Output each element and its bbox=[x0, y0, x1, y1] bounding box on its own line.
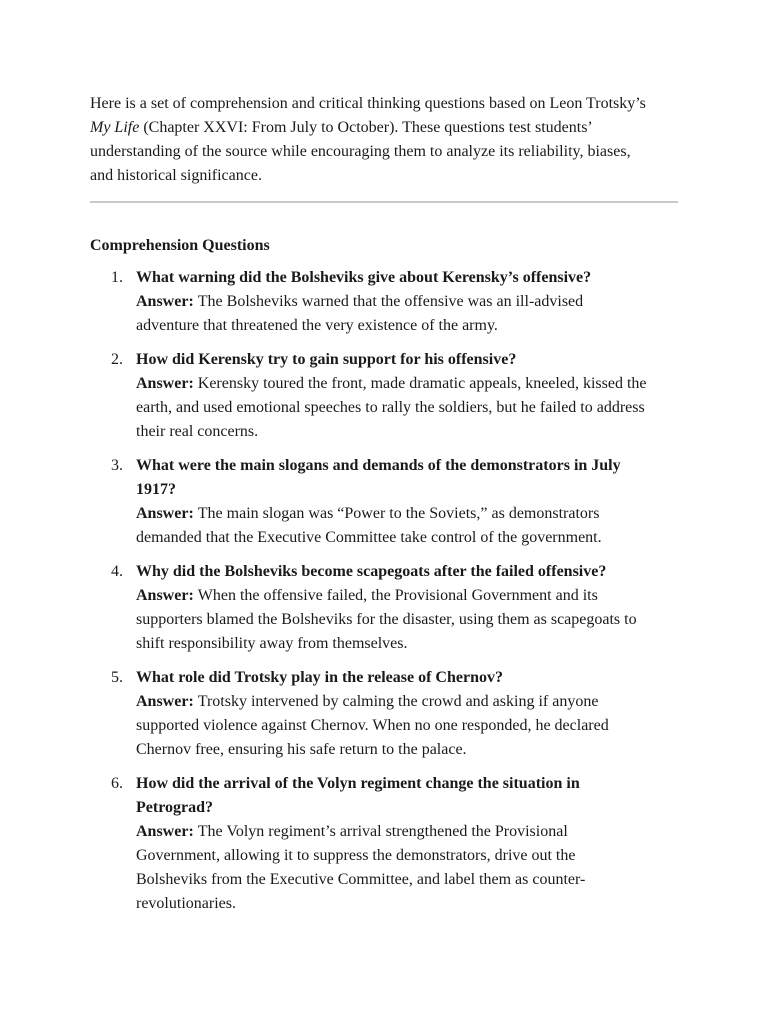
answer-text: The main slogan was “Power to the Soviets,” as demonstrators demanded that the Executive Committee take control of the government. bbox=[136, 505, 602, 546]
intro-text-after: (Chapter XXVI: From July to October). These questions test students’ understanding of the source while encouraging them to analyze its reliability, biases, and historical significance. bbox=[90, 119, 631, 184]
section-heading: Comprehension Questions bbox=[90, 237, 270, 254]
question-number: 2. bbox=[111, 351, 123, 368]
question-number: 6. bbox=[111, 775, 123, 792]
question-text: How did Kerensky try to gain support for his offensive? bbox=[136, 351, 517, 368]
horizontal-divider bbox=[90, 201, 678, 203]
answer-text: The Bolsheviks warned that the offensive was an ill-advised adventure that threatened the very existence of the army. bbox=[136, 293, 584, 334]
question-text: What warning did the Bolsheviks give about Kerensky’s offensive? bbox=[136, 269, 592, 286]
answer-text: The Volyn regiment’s arrival strengthened the Provisional Government, allowing it to suppress the demonstrators, drive out the Bolsheviks from the Executive Committee, and label them as counter-revolutionaries. bbox=[136, 823, 586, 912]
answer-label: Answer: bbox=[136, 293, 198, 310]
question-text: How did the arrival of the Volyn regiment change the situation in Petrograd? bbox=[136, 775, 580, 816]
question-number: 1. bbox=[111, 269, 123, 286]
answer-text: Kerensky toured the front, made dramatic appeals, kneeled, kissed the earth, and used emotional speeches to rally the soldiers, but he failed to address their real concerns. bbox=[136, 375, 647, 440]
question-item-1 bbox=[90, 266, 678, 338]
question-list bbox=[90, 266, 678, 916]
question-number: 5. bbox=[111, 669, 123, 686]
question-item-4 bbox=[90, 560, 678, 656]
answer-text: Trotsky intervened by calming the crowd and asking if anyone supported violence against Chernov. When no one responded, he declared Chernov free, ensuring his safe return to the palace. bbox=[136, 693, 609, 758]
question-item-3 bbox=[90, 454, 678, 550]
question-item-2 bbox=[90, 348, 678, 444]
answer-label: Answer: bbox=[136, 587, 198, 604]
question-text: What role did Trotsky play in the release of Chernov? bbox=[136, 669, 503, 686]
answer-label: Answer: bbox=[136, 505, 198, 522]
intro-text-before: Here is a set of comprehension and critical thinking questions based on Leon Trotsky’s bbox=[90, 95, 646, 112]
question-item-5 bbox=[90, 666, 678, 762]
question-text: Why did the Bolsheviks become scapegoats after the failed offensive? bbox=[136, 563, 607, 580]
answer-label: Answer: bbox=[136, 693, 198, 710]
question-text: What were the main slogans and demands of the demonstrators in July 1917? bbox=[136, 457, 621, 498]
answer-text: When the offensive failed, the Provisional Government and its supporters blamed the Bolsheviks for the disaster, using them as scapegoats to shift responsibility away from themselves. bbox=[136, 587, 637, 652]
book-title: My Life bbox=[90, 119, 140, 136]
question-item-6 bbox=[90, 772, 678, 916]
question-number: 3. bbox=[111, 457, 123, 474]
answer-label: Answer: bbox=[136, 375, 198, 392]
intro-paragraph bbox=[90, 92, 650, 188]
question-number: 4. bbox=[111, 563, 123, 580]
answer-label: Answer: bbox=[136, 823, 198, 840]
